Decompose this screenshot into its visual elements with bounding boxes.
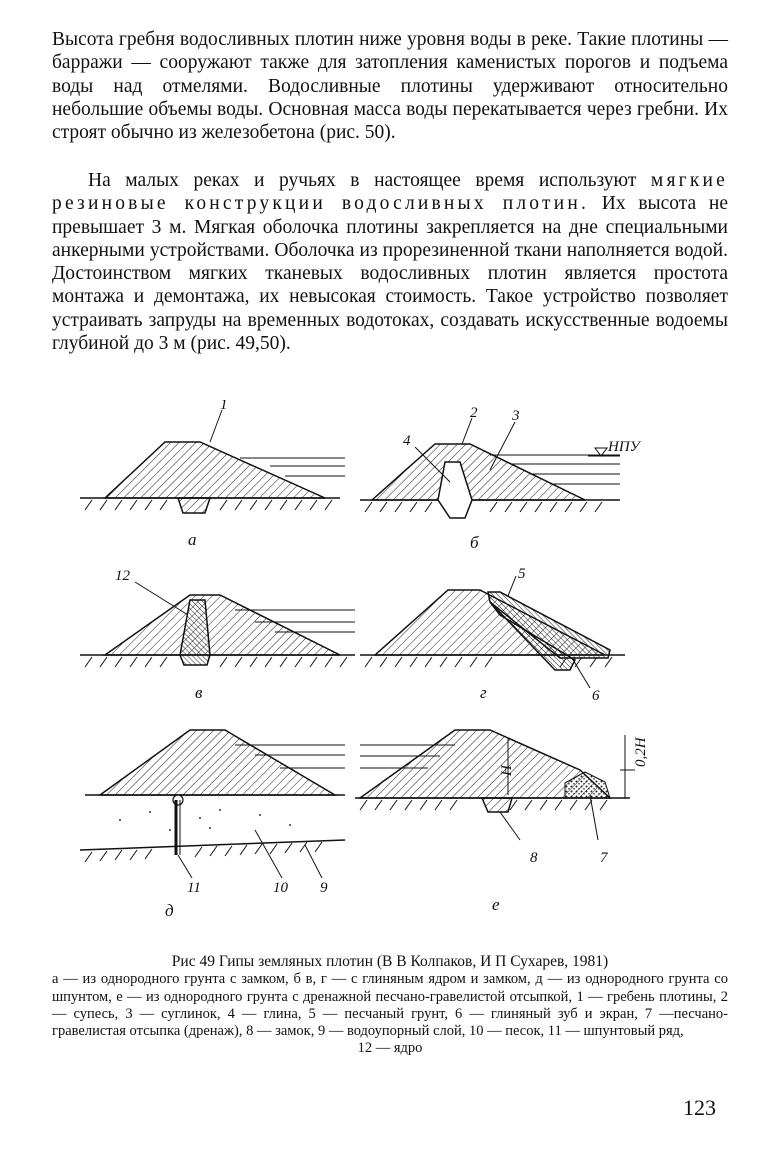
label-3: 3	[512, 408, 520, 424]
label-4: 4	[403, 433, 411, 449]
panel-e	[355, 730, 649, 914]
dam-types-figure	[60, 400, 660, 920]
panel-letter-b: б	[470, 533, 479, 552]
label-npu: НПУ	[608, 439, 640, 455]
label-2: 2	[470, 405, 478, 421]
label-5: 5	[518, 566, 526, 582]
label-12: 12	[115, 568, 130, 584]
figure-caption	[52, 953, 728, 1058]
page-number: 123	[683, 1095, 716, 1120]
label-h: H	[499, 765, 515, 776]
label-1: 1	[220, 400, 228, 413]
panel-letter-a: а	[188, 530, 197, 549]
label-6: 6	[592, 688, 600, 704]
caption-body: а — из однородного грунта с замком, б в, г — с глиняным ядром и замком, д — из однородного грунта со шпунтом, е — из однородного грунта с дренажной песчано-гравелистой отсыпкой, 1 — гребень плотины, 2 — супесь, 3 — суглинок, 4 — глина, 5 — песчаный грунт, 6 — глиняный зуб и экран, 7 —песчано-гравелистая отсыпка (дренаж), 8 — замок, 9 — водоупорный слой, 10 — песок, 11 — шпунтовый ряд,	[52, 971, 728, 1040]
paragraph-1-text: Высота гребня водосливных плотин ниже уровня воды в реке. Такие плотины — барражи — сооружают также для затопления каменистых порогов и подъема воды над отмелями. Водосливные плотины удерживают относительно небольшие объемы воды. Основная масса воды перекатывается через гребни. Их строят обычно из железобетона (рис. 50).	[52, 29, 728, 144]
label-8: 8	[530, 850, 538, 866]
panel-letter-d: д	[165, 901, 174, 920]
label-9: 9	[320, 880, 328, 896]
panel-b	[360, 405, 642, 552]
paragraph-1	[52, 28, 728, 144]
panel-letter-e: е	[492, 895, 500, 914]
label-0-2h: 0,2H	[633, 737, 649, 767]
panel-a	[80, 400, 345, 549]
panel-g	[360, 566, 625, 704]
label-11: 11	[187, 880, 201, 896]
panel-letter-v: в	[195, 683, 203, 702]
caption-last-line: 12 — ядро	[357, 1040, 423, 1057]
paragraph-2-lead: На малых реках и ручьях в настоящее время используют	[88, 170, 637, 191]
panel-v	[80, 568, 355, 702]
paragraph-2	[52, 169, 728, 355]
label-10: 10	[273, 880, 288, 896]
panel-d	[80, 730, 345, 920]
paragraph-2-spaced-term: мягкие резиновые конструкции водосливных плотин.	[52, 170, 728, 215]
paragraph-2-rest: Их высота не превышает 3 м. Мягкая оболочка плотины закрепляется на дне специальными анкерными устройствами. Оболочка из прорезиненной ткани наполняется водой. Достоинством мягких тканевых водосливных плотин является простота монтажа и демонтажа, их невысокая стоимость. Такое устройство позволяет устраивать запруды на временных водотоках, создавать искусственные водоемы глубиной до 3 м (рис. 49,50).	[52, 193, 729, 355]
label-7: 7	[600, 850, 608, 866]
panel-letter-g: г	[480, 683, 487, 702]
caption-title: Рис 49 Гипы земляных плотин (В В Колпаков, И П Сухарев, 1981)	[171, 953, 609, 970]
